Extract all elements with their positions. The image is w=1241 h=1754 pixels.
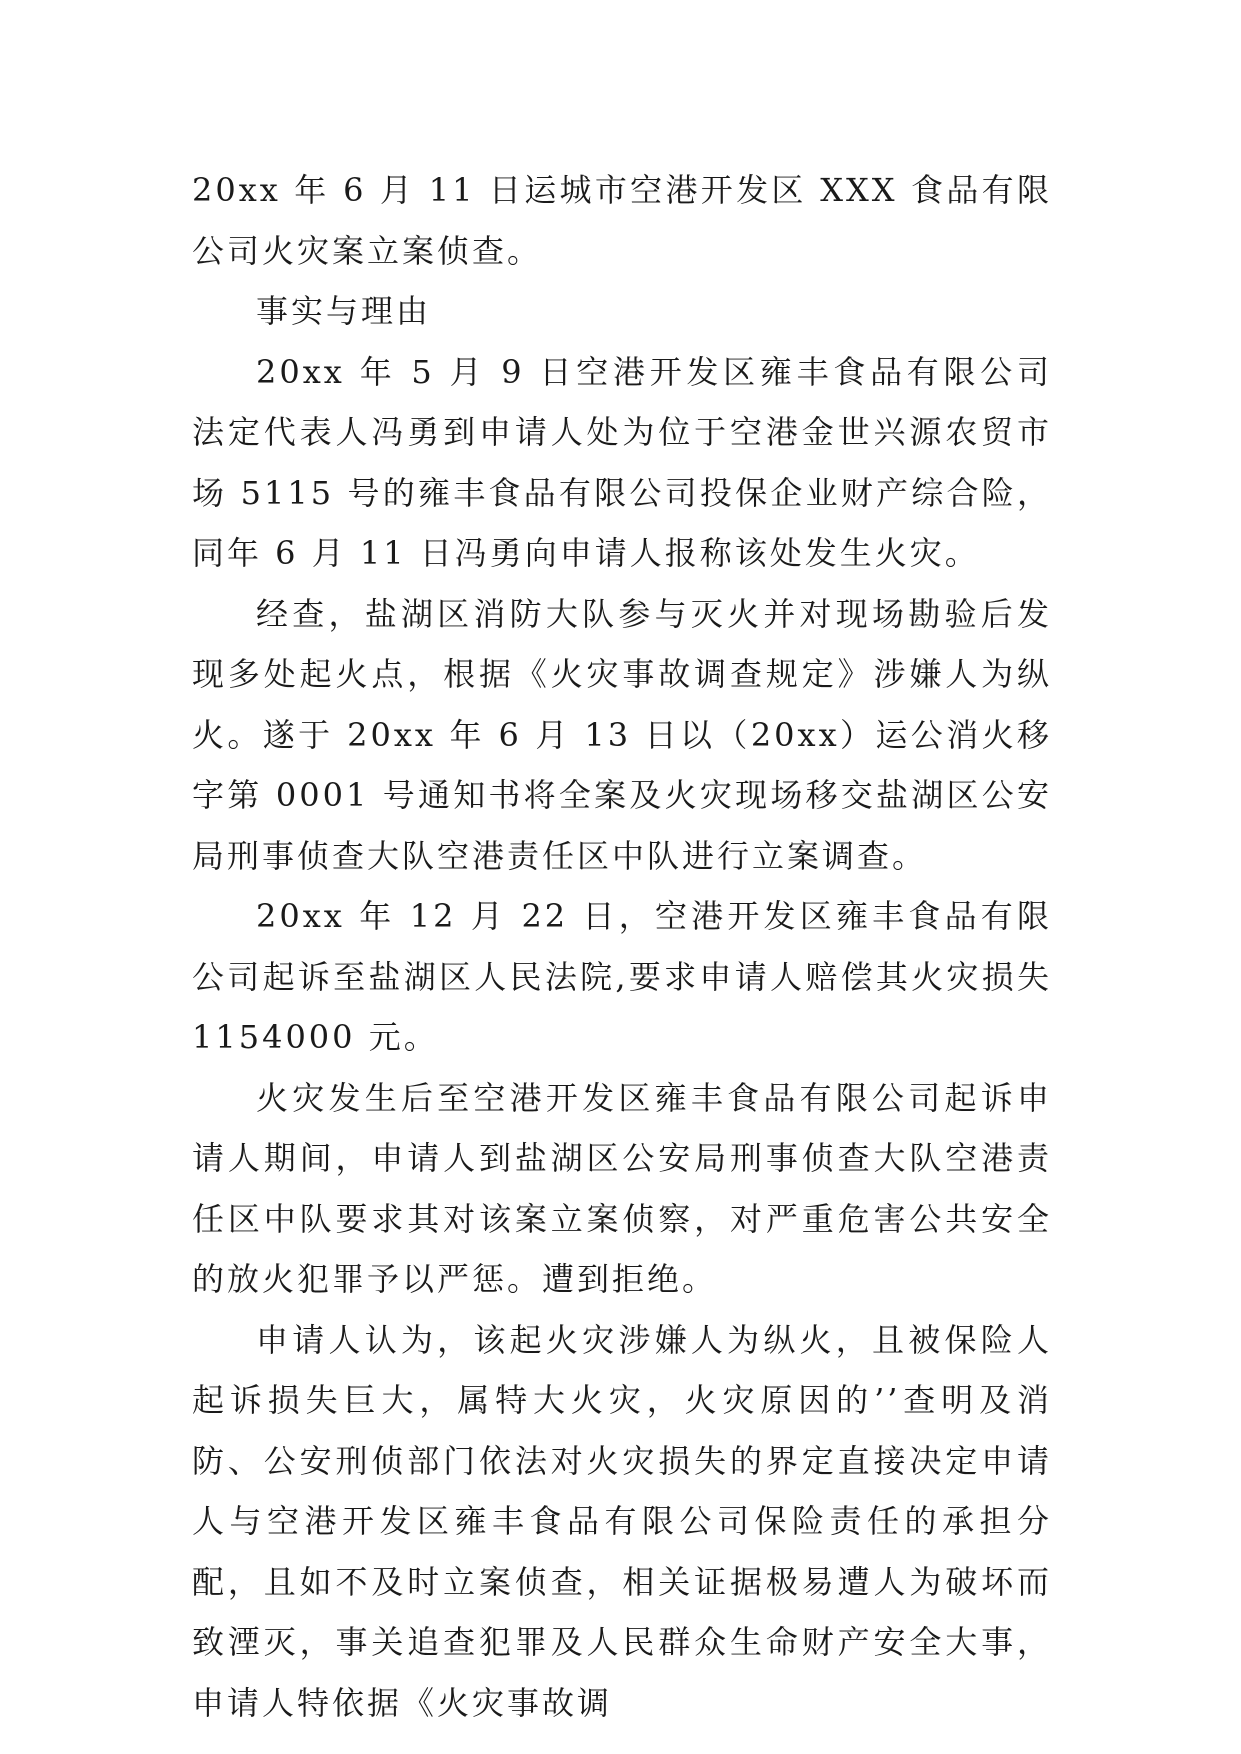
paragraph-insurance-background: 20xx 年 5 月 9 日空港开发区雍丰食品有限公司法定代表人冯勇到申请人处为位于空港金世兴源农贸市场 5115 号的雍丰食品有限公司投保企业财产综合险，同年 6 月 11 日冯勇向申请人报称该处发生火灾。 <box>192 352 1052 572</box>
paragraph-case-title-continuation: 20xx 年 6 月 11 日运城市空港开发区 XXX 食品有限公司火灾案立案侦查。 <box>192 171 1052 270</box>
paragraph-request-refused: 火灾发生后至空港开发区雍丰食品有限公司起诉申请人期间，申请人到盐湖区公安局刑事侦查大队空港责任区中队要求其对该案立案侦察，对严重危害公共安全的放火犯罪予以严惩。遭到拒绝。 <box>192 1078 1052 1298</box>
paragraph-facts-heading: 事实与理由 <box>256 292 432 330</box>
paragraph-lawsuit: 20xx 年 12 月 22 日，空港开发区雍丰食品有限公司起诉至盐湖区人民法院,要求申请人赔偿其火灾损失 1154000 元。 <box>192 897 1052 1056</box>
document-body <box>192 160 1052 1733</box>
paragraph-investigation-findings: 经查，盐湖区消防大队参与灭火并对现场勘验后发现多处起火点，根据《火灾事故调查规定》涉嫌人为纵火。遂于 20xx 年 6 月 13 日以（20xx）运公消火移字第 0001 号通知书将全案及火灾现场移交盐湖区公安局刑事侦查大队空港责任区中队进行立案调查。 <box>192 594 1052 875</box>
paragraph-applicant-argument: 申请人认为，该起火灾涉嫌人为纵火，且被保险人起诉损失巨大，属特大火灾，火灾原因的’’查明及消防、公安刑侦部门依法对火灾损失的界定直接决定申请人与空港开发区雍丰食品有限公司保险责任的承担分配，且如不及时立案侦查，相关证据极易遭人为破坏而致湮灭，事关追查犯罪及人民群众生命财产安全大事，申请人特依据《火灾事故调 <box>192 1320 1052 1722</box>
